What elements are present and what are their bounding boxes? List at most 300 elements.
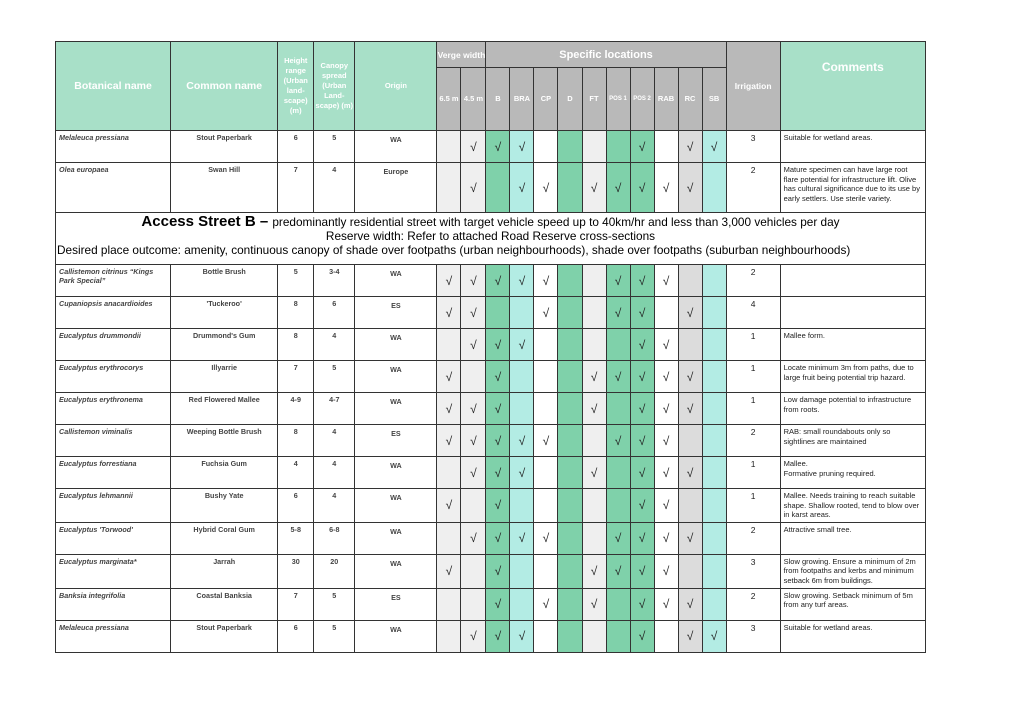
common-name: Illyarrie [171,361,278,393]
header-location-col: RC [678,68,702,131]
check-mark: √ [654,393,678,425]
height-range: 5 [278,265,314,297]
empty-cell [582,329,606,361]
check-mark: √ [510,265,534,297]
check-mark: √ [630,393,654,425]
header-irrigation: Irrigation [726,42,780,131]
check-mark: √ [534,163,558,213]
table-row [56,265,926,297]
check-mark: √ [461,131,486,163]
empty-cell [678,554,702,588]
origin: ES [355,297,437,329]
table-row [56,620,926,652]
check-mark: √ [461,620,486,652]
comment: Locate minimum 3m from paths, due to large fruit being potential trip hazard. [780,361,925,393]
comment: Mature specimen can have large root flare potential for infrastructure lift. Olive has cultural significance due to its use by early settlers. Use sterile variety. [780,163,925,213]
header-location-col: RAB [654,68,678,131]
origin: ES [355,588,437,620]
botanical-name: Eucalyptus erythrocorys [56,361,171,393]
check-mark: √ [678,620,702,652]
check-mark: √ [678,361,702,393]
comment: Attractive small tree. [780,522,925,554]
empty-cell [702,457,726,489]
check-mark: √ [486,425,510,457]
height-range: 8 [278,425,314,457]
check-mark: √ [702,620,726,652]
table-row [56,457,926,489]
common-name: Bottle Brush [171,265,278,297]
check-mark: √ [630,425,654,457]
empty-cell [558,425,582,457]
empty-cell [654,131,678,163]
section-header-row [56,213,926,265]
empty-cell [510,297,534,329]
empty-cell [558,163,582,213]
empty-cell [558,457,582,489]
header-verge-col: 6.5 m [437,68,461,131]
empty-cell [437,131,461,163]
empty-cell [534,393,558,425]
check-mark: √ [582,554,606,588]
empty-cell [534,489,558,523]
check-mark: √ [606,163,630,213]
empty-cell [437,522,461,554]
empty-cell [606,620,630,652]
empty-cell [582,131,606,163]
common-name: Stout Paperbark [171,620,278,652]
irrigation-value: 1 [726,489,780,523]
height-range: 7 [278,163,314,213]
check-mark: √ [606,522,630,554]
empty-cell [486,163,510,213]
check-mark: √ [437,393,461,425]
comment: Low damage potential to infrastructure from roots. [780,393,925,425]
empty-cell [582,265,606,297]
check-mark: √ [461,393,486,425]
empty-cell [702,425,726,457]
comment: Suitable for wetland areas. [780,131,925,163]
check-mark: √ [678,588,702,620]
empty-cell [582,297,606,329]
common-name: Fuchsia Gum [171,457,278,489]
header-common-name: Common name [171,42,278,131]
empty-cell [702,297,726,329]
canopy-spread: 4 [314,329,355,361]
empty-cell [461,361,486,393]
check-mark: √ [678,131,702,163]
empty-cell [606,588,630,620]
origin: ES [355,425,437,457]
header-location-col: POS 1 [606,68,630,131]
origin: Europe [355,163,437,213]
check-mark: √ [510,522,534,554]
empty-cell [510,588,534,620]
origin: WA [355,554,437,588]
common-name: Swan Hill [171,163,278,213]
table-row [56,163,926,213]
header-location-col: CP [534,68,558,131]
common-name: Red Flowered Mallee [171,393,278,425]
irrigation-value: 2 [726,588,780,620]
header-specific-locations: Specific locations [486,42,726,68]
empty-cell [606,489,630,523]
irrigation-value: 3 [726,131,780,163]
height-range: 6 [278,131,314,163]
common-name: 'Tuckeroo' [171,297,278,329]
check-mark: √ [630,554,654,588]
height-range: 6 [278,620,314,652]
empty-cell [654,297,678,329]
botanical-name: Eucalyptus marginata* [56,554,171,588]
header-height-range: Height range (Urban land-scape) (m) [278,42,314,131]
empty-cell [678,265,702,297]
irrigation-value: 3 [726,620,780,652]
check-mark: √ [437,554,461,588]
origin: WA [355,329,437,361]
check-mark: √ [486,489,510,523]
check-mark: √ [606,361,630,393]
empty-cell [558,329,582,361]
header-location-col: D [558,68,582,131]
check-mark: √ [630,297,654,329]
check-mark: √ [678,457,702,489]
irrigation-value: 1 [726,393,780,425]
empty-cell [678,425,702,457]
check-mark: √ [486,329,510,361]
check-mark: √ [437,425,461,457]
height-range: 8 [278,297,314,329]
table-row [56,131,926,163]
check-mark: √ [678,163,702,213]
empty-cell [510,554,534,588]
empty-cell [486,297,510,329]
comment: Slow growing. Setback minimum of 5m from any turf areas. [780,588,925,620]
check-mark: √ [461,163,486,213]
check-mark: √ [654,522,678,554]
header-canopy-spread: Canopy spread (Urban Land-scape) (m) [314,42,355,131]
empty-cell [558,620,582,652]
check-mark: √ [606,265,630,297]
header-verge-col: 4.5 m [461,68,486,131]
botanical-name: Eucalyptus 'Torwood' [56,522,171,554]
header-location-col: FT [582,68,606,131]
common-name: Hybrid Coral Gum [171,522,278,554]
check-mark: √ [630,361,654,393]
check-mark: √ [534,588,558,620]
check-mark: √ [486,588,510,620]
common-name: Weeping Bottle Brush [171,425,278,457]
header-origin: Origin [355,42,437,131]
empty-cell [534,620,558,652]
empty-cell [437,620,461,652]
origin: WA [355,131,437,163]
comment: Mallee. Formative pruning required. [780,457,925,489]
common-name: Jarrah [171,554,278,588]
check-mark: √ [461,457,486,489]
check-mark: √ [510,425,534,457]
empty-cell [702,393,726,425]
empty-cell [510,489,534,523]
empty-cell [437,163,461,213]
check-mark: √ [437,297,461,329]
check-mark: √ [630,329,654,361]
height-range: 30 [278,554,314,588]
check-mark: √ [678,393,702,425]
check-mark: √ [582,588,606,620]
empty-cell [654,620,678,652]
check-mark: √ [606,425,630,457]
table-row [56,522,926,554]
table-row [56,489,926,523]
check-mark: √ [654,265,678,297]
canopy-spread: 3-4 [314,265,355,297]
canopy-spread: 5 [314,361,355,393]
empty-cell [558,297,582,329]
empty-cell [558,554,582,588]
section-reserve-width: Reserve width: Refer to attached Road Reserve cross-sections [325,229,656,243]
height-range: 7 [278,588,314,620]
botanical-name: Banksia integrifolia [56,588,171,620]
table-row [56,588,926,620]
empty-cell [606,131,630,163]
check-mark: √ [630,522,654,554]
irrigation-value: 1 [726,457,780,489]
check-mark: √ [486,620,510,652]
canopy-spread: 5 [314,588,355,620]
comment: Mallee form. [780,329,925,361]
empty-cell [461,489,486,523]
irrigation-value: 2 [726,163,780,213]
check-mark: √ [606,554,630,588]
botanical-name: Olea europaea [56,163,171,213]
header-location-col: POS 2 [630,68,654,131]
empty-cell [534,554,558,588]
check-mark: √ [486,361,510,393]
height-range: 6 [278,489,314,523]
header-location-col: BRA [510,68,534,131]
check-mark: √ [654,489,678,523]
common-name: Stout Paperbark [171,131,278,163]
empty-cell [678,489,702,523]
check-mark: √ [534,522,558,554]
empty-cell [534,457,558,489]
empty-cell [558,588,582,620]
empty-cell [558,489,582,523]
check-mark: √ [654,457,678,489]
empty-cell [437,329,461,361]
botanical-name: Callistemon citrinus “Kings Park Special” [56,265,171,297]
check-mark: √ [630,588,654,620]
canopy-spread: 4-7 [314,393,355,425]
empty-cell [702,163,726,213]
canopy-spread: 20 [314,554,355,588]
empty-cell [606,329,630,361]
empty-cell [606,393,630,425]
origin: WA [355,457,437,489]
botanical-name: Eucalyptus lehmannii [56,489,171,523]
check-mark: √ [582,457,606,489]
empty-cell [534,329,558,361]
botanical-name: Melaleuca pressiana [56,131,171,163]
check-mark: √ [678,297,702,329]
height-range: 8 [278,329,314,361]
origin: WA [355,489,437,523]
check-mark: √ [510,620,534,652]
check-mark: √ [582,393,606,425]
check-mark: √ [510,163,534,213]
check-mark: √ [654,329,678,361]
header-verge-width: Verge width [437,42,486,68]
irrigation-value: 2 [726,425,780,457]
canopy-spread: 5 [314,131,355,163]
table-row [56,425,926,457]
empty-cell [558,393,582,425]
check-mark: √ [461,297,486,329]
check-mark: √ [630,620,654,652]
botanical-name: Melaleuca pressiana [56,620,171,652]
comment [780,265,925,297]
check-mark: √ [510,457,534,489]
check-mark: √ [461,329,486,361]
irrigation-value: 4 [726,297,780,329]
check-mark: √ [630,131,654,163]
empty-cell [558,361,582,393]
table-row [56,554,926,588]
table-row [56,361,926,393]
check-mark: √ [461,265,486,297]
empty-cell [558,131,582,163]
check-mark: √ [654,163,678,213]
origin: WA [355,522,437,554]
check-mark: √ [486,393,510,425]
empty-cell [461,554,486,588]
check-mark: √ [486,265,510,297]
height-range: 4-9 [278,393,314,425]
empty-cell [678,329,702,361]
check-mark: √ [678,522,702,554]
check-mark: √ [654,554,678,588]
section-dash: – [255,213,273,230]
check-mark: √ [486,554,510,588]
canopy-spread: 6-8 [314,522,355,554]
common-name: Coastal Banksia [171,588,278,620]
irrigation-value: 3 [726,554,780,588]
origin: WA [355,393,437,425]
header-comments: Comments [780,42,925,131]
empty-cell [702,522,726,554]
canopy-spread: 6 [314,297,355,329]
empty-cell [582,425,606,457]
comment [780,297,925,329]
check-mark: √ [510,131,534,163]
botanical-name: Eucalyptus forrestiana [56,457,171,489]
check-mark: √ [630,457,654,489]
common-name: Drummond's Gum [171,329,278,361]
height-range: 5-8 [278,522,314,554]
check-mark: √ [461,425,486,457]
canopy-spread: 4 [314,425,355,457]
origin: WA [355,361,437,393]
irrigation-value: 1 [726,361,780,393]
check-mark: √ [654,588,678,620]
comment: RAB: small roundabouts only so sightlines are maintained [780,425,925,457]
header-location-col: B [486,68,510,131]
check-mark: √ [582,361,606,393]
header-location-col: SB [702,68,726,131]
check-mark: √ [534,425,558,457]
check-mark: √ [630,265,654,297]
table-row [56,393,926,425]
check-mark: √ [486,131,510,163]
height-range: 7 [278,361,314,393]
botanical-name: Cupaniopsis anacardioides [56,297,171,329]
origin: WA [355,620,437,652]
empty-cell [510,393,534,425]
empty-cell [702,554,726,588]
section-desired-outcome: Desired place outcome: amenity, continuous canopy of shade over footpaths (urban neighbourhoods), shade over footpaths (suburban neighbourhoods) [57,243,851,257]
comment: Suitable for wetland areas. [780,620,925,652]
check-mark: √ [582,163,606,213]
empty-cell [558,522,582,554]
section-title: Access Street B [141,213,256,230]
irrigation-value: 2 [726,265,780,297]
empty-cell [534,361,558,393]
header-botanical-name: Botanical name [56,42,171,131]
irrigation-value: 2 [726,522,780,554]
origin: WA [355,265,437,297]
canopy-spread: 4 [314,163,355,213]
check-mark: √ [437,489,461,523]
check-mark: √ [534,265,558,297]
check-mark: √ [437,361,461,393]
comment: Mallee. Needs training to reach suitable shape. Shallow rooted, tend to blow over in karst areas. [780,489,925,523]
section-subtitle: predominantly residential street with target vehicle speed up to 40km/hr and less than 3,000 vehicles per day [272,215,840,229]
comment: Slow growing. Ensure a minimum of 2m from footpaths and kerbs and minimum setback 6m from buildings. [780,554,925,588]
empty-cell [558,265,582,297]
check-mark: √ [486,457,510,489]
check-mark: √ [630,163,654,213]
empty-cell [582,522,606,554]
canopy-spread: 4 [314,489,355,523]
botanical-name: Eucalyptus erythronema [56,393,171,425]
botanical-name: Callistemon viminalis [56,425,171,457]
planting-schedule-table [55,41,926,653]
empty-cell [702,588,726,620]
check-mark: √ [534,297,558,329]
check-mark: √ [437,265,461,297]
botanical-name: Eucalyptus drummondii [56,329,171,361]
empty-cell [702,361,726,393]
empty-cell [606,457,630,489]
empty-cell [461,588,486,620]
irrigation-value: 1 [726,329,780,361]
check-mark: √ [630,489,654,523]
canopy-spread: 5 [314,620,355,652]
check-mark: √ [654,361,678,393]
empty-cell [437,457,461,489]
check-mark: √ [486,522,510,554]
empty-cell [510,361,534,393]
table-row [56,297,926,329]
table-row [56,329,926,361]
empty-cell [534,131,558,163]
check-mark: √ [606,297,630,329]
check-mark: √ [510,329,534,361]
check-mark: √ [461,522,486,554]
empty-cell [702,489,726,523]
check-mark: √ [702,131,726,163]
empty-cell [702,329,726,361]
